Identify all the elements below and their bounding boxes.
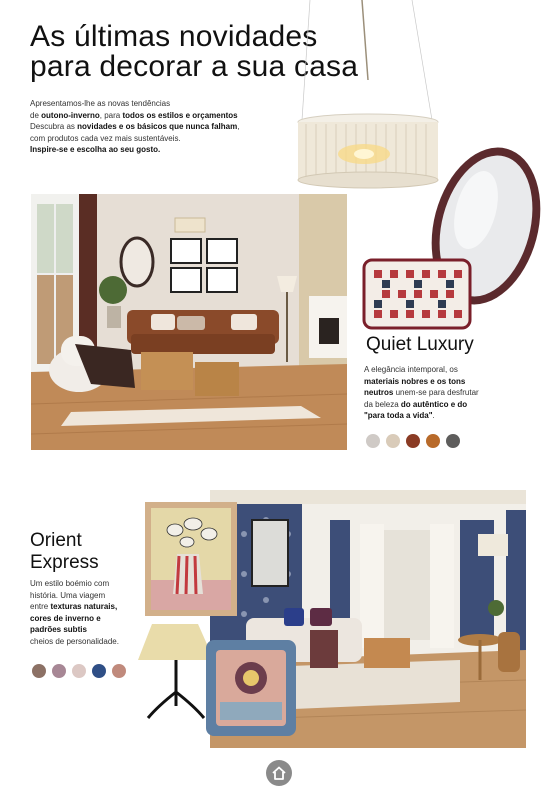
color-swatch [366, 434, 380, 448]
orient-express-swatches [32, 664, 126, 678]
intro-text [30, 98, 300, 156]
color-swatch [446, 434, 460, 448]
orient-express-text: Um estilo boémio com história. Uma viagem entre texturas naturais, cores de inverno e padrões subtis cheios de personalidade. [30, 579, 119, 646]
intro-line: de outono-inverno, para todos os estilos e orçamentos [30, 110, 238, 120]
home-icon-glyph [266, 760, 292, 786]
color-swatch [406, 434, 420, 448]
home-icon[interactable] [266, 760, 292, 786]
color-swatch [92, 664, 106, 678]
color-swatch [52, 664, 66, 678]
color-swatch [426, 434, 440, 448]
quiet-luxury-heading: Quiet Luxury [366, 334, 474, 355]
color-swatch [112, 664, 126, 678]
color-swatch [386, 434, 400, 448]
intro-line: com produtos cada vez mais sustentáveis. [30, 133, 181, 143]
quiet-luxury-text: A elegância intemporal, os materiais nobres e os tons neutros unem-se para desfrutar da beleza do autêntico e do "para toda a vida". [364, 365, 479, 420]
tapestry-cushion-image [204, 638, 298, 738]
color-swatch [72, 664, 86, 678]
title-line-2: para decorar a sua casa [30, 50, 359, 83]
intro-line: Descubra as novidades e os básicos que nunca falham, [30, 122, 240, 131]
flower-vase-poster-image [145, 502, 237, 616]
intro-line: Apresentamos-lhe as novas tendências [30, 99, 171, 108]
quiet-luxury-swatches [366, 434, 460, 448]
title-line-1: As últimas novidades [30, 20, 318, 53]
color-swatch [32, 664, 46, 678]
orient-express-heading: Orient Express [30, 530, 99, 573]
patterned-cushion-image [360, 256, 474, 332]
intro-line: Inspire-se e escolha ao seu gosto. [30, 145, 161, 154]
quiet-luxury-room-photo [31, 194, 347, 450]
